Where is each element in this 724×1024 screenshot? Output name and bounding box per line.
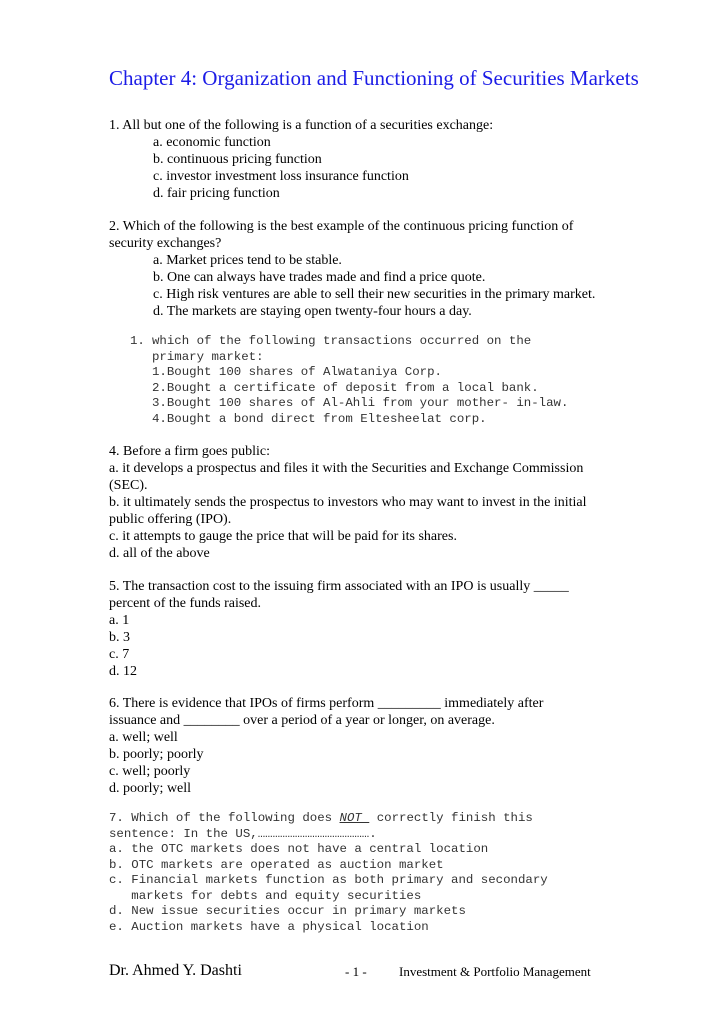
option: b. poorly; poorly bbox=[109, 747, 204, 762]
page-title: Chapter 4: Organization and Functioning of Securities Markets bbox=[109, 66, 639, 90]
option: 2.Bought a certificate of deposit from a local bank. bbox=[152, 380, 539, 395]
question-7 bbox=[109, 811, 649, 935]
option: a. the OTC markets does not have a central location bbox=[109, 842, 489, 856]
question-stem: 1. All but one of the following is a function of a securities exchange: bbox=[109, 118, 494, 133]
option: b. OTC markets are operated as auction market bbox=[109, 857, 444, 872]
question-3 bbox=[130, 334, 630, 427]
question-1 bbox=[109, 117, 649, 202]
option: d. fair pricing function bbox=[153, 186, 280, 201]
option: 4.Bought a bond direct from Eltesheelat corp. bbox=[152, 411, 487, 426]
option: public offering (IPO). bbox=[109, 512, 232, 527]
option: c. High risk ventures are able to sell their new securities in the primary market. bbox=[153, 287, 596, 302]
option: d. New issue securities occur in primary markets bbox=[109, 904, 466, 918]
stem-text: 7. Which of the following does bbox=[109, 811, 340, 825]
option: a. economic function bbox=[153, 135, 271, 150]
emphasis-not: NOT bbox=[339, 811, 370, 825]
option: b. it ultimately sends the prospectus to investors who may want to invest in the initial bbox=[109, 495, 587, 510]
question-stem: percent of the funds raised. bbox=[109, 596, 261, 611]
option: d. 12 bbox=[109, 664, 137, 679]
question-stem: 4. Before a firm goes public: bbox=[109, 444, 270, 459]
question-stem: 2. Which of the following is the best example of the continuous pricing function of bbox=[109, 219, 574, 234]
option: 3.Bought 100 shares of Al-Ahli from your mother- in-law. bbox=[152, 396, 569, 410]
option: c. well; poorly bbox=[109, 764, 191, 779]
question-stem: which of the following transactions occurred on the bbox=[152, 334, 532, 348]
option: a. it develops a prospectus and files it with the Securities and Exchange Commission bbox=[109, 461, 584, 476]
option: c. investor investment loss insurance function bbox=[153, 169, 409, 184]
question-stem: 6. There is evidence that IPOs of firms perform _________ immediately after bbox=[109, 696, 544, 711]
option: markets for debts and equity securities bbox=[109, 888, 422, 903]
option: a. 1 bbox=[109, 613, 130, 628]
option: (SEC). bbox=[109, 478, 148, 493]
option: d. The markets are staying open twenty-four hours a day. bbox=[153, 304, 472, 319]
option: e. Auction markets have a physical location bbox=[109, 919, 429, 934]
question-2 bbox=[109, 218, 649, 320]
page-footer bbox=[109, 962, 619, 984]
option: b. 3 bbox=[109, 630, 130, 645]
question-6 bbox=[109, 695, 649, 797]
option: d. all of the above bbox=[109, 546, 210, 561]
question-4 bbox=[109, 443, 649, 562]
option: c. it attempts to gauge the price that will be paid for its shares. bbox=[109, 529, 457, 544]
footer-page-number: - 1 - bbox=[345, 964, 367, 979]
footer-course: Investment & Portfolio Management bbox=[399, 964, 591, 979]
option: a. well; well bbox=[109, 730, 178, 745]
option: b. One can always have trades made and find a price quote. bbox=[153, 270, 486, 285]
stem-text: correctly finish this bbox=[369, 811, 533, 825]
question-stem: 5. The transaction cost to the issuing firm associated with an IPO is usually _____ bbox=[109, 579, 569, 594]
option: 1.Bought 100 shares of Alwataniya Corp. bbox=[152, 365, 442, 379]
question-stem: issuance and ________ over a period of a year or longer, on average. bbox=[109, 713, 495, 728]
question-stem bbox=[109, 811, 649, 827]
question-number: 1. bbox=[130, 334, 145, 348]
question-stem: security exchanges? bbox=[109, 236, 222, 251]
option: c. 7 bbox=[109, 647, 130, 662]
question-stem: sentence: In the US,………………………………………. bbox=[109, 826, 377, 841]
question-stem: primary market: bbox=[152, 349, 264, 364]
option: c. Financial markets function as both primary and secondary bbox=[109, 873, 548, 887]
option: a. Market prices tend to be stable. bbox=[153, 253, 342, 268]
footer-author: Dr. Ahmed Y. Dashti bbox=[109, 962, 242, 979]
option: d. poorly; well bbox=[109, 781, 192, 796]
question-5 bbox=[109, 578, 649, 680]
option: b. continuous pricing function bbox=[153, 152, 322, 167]
